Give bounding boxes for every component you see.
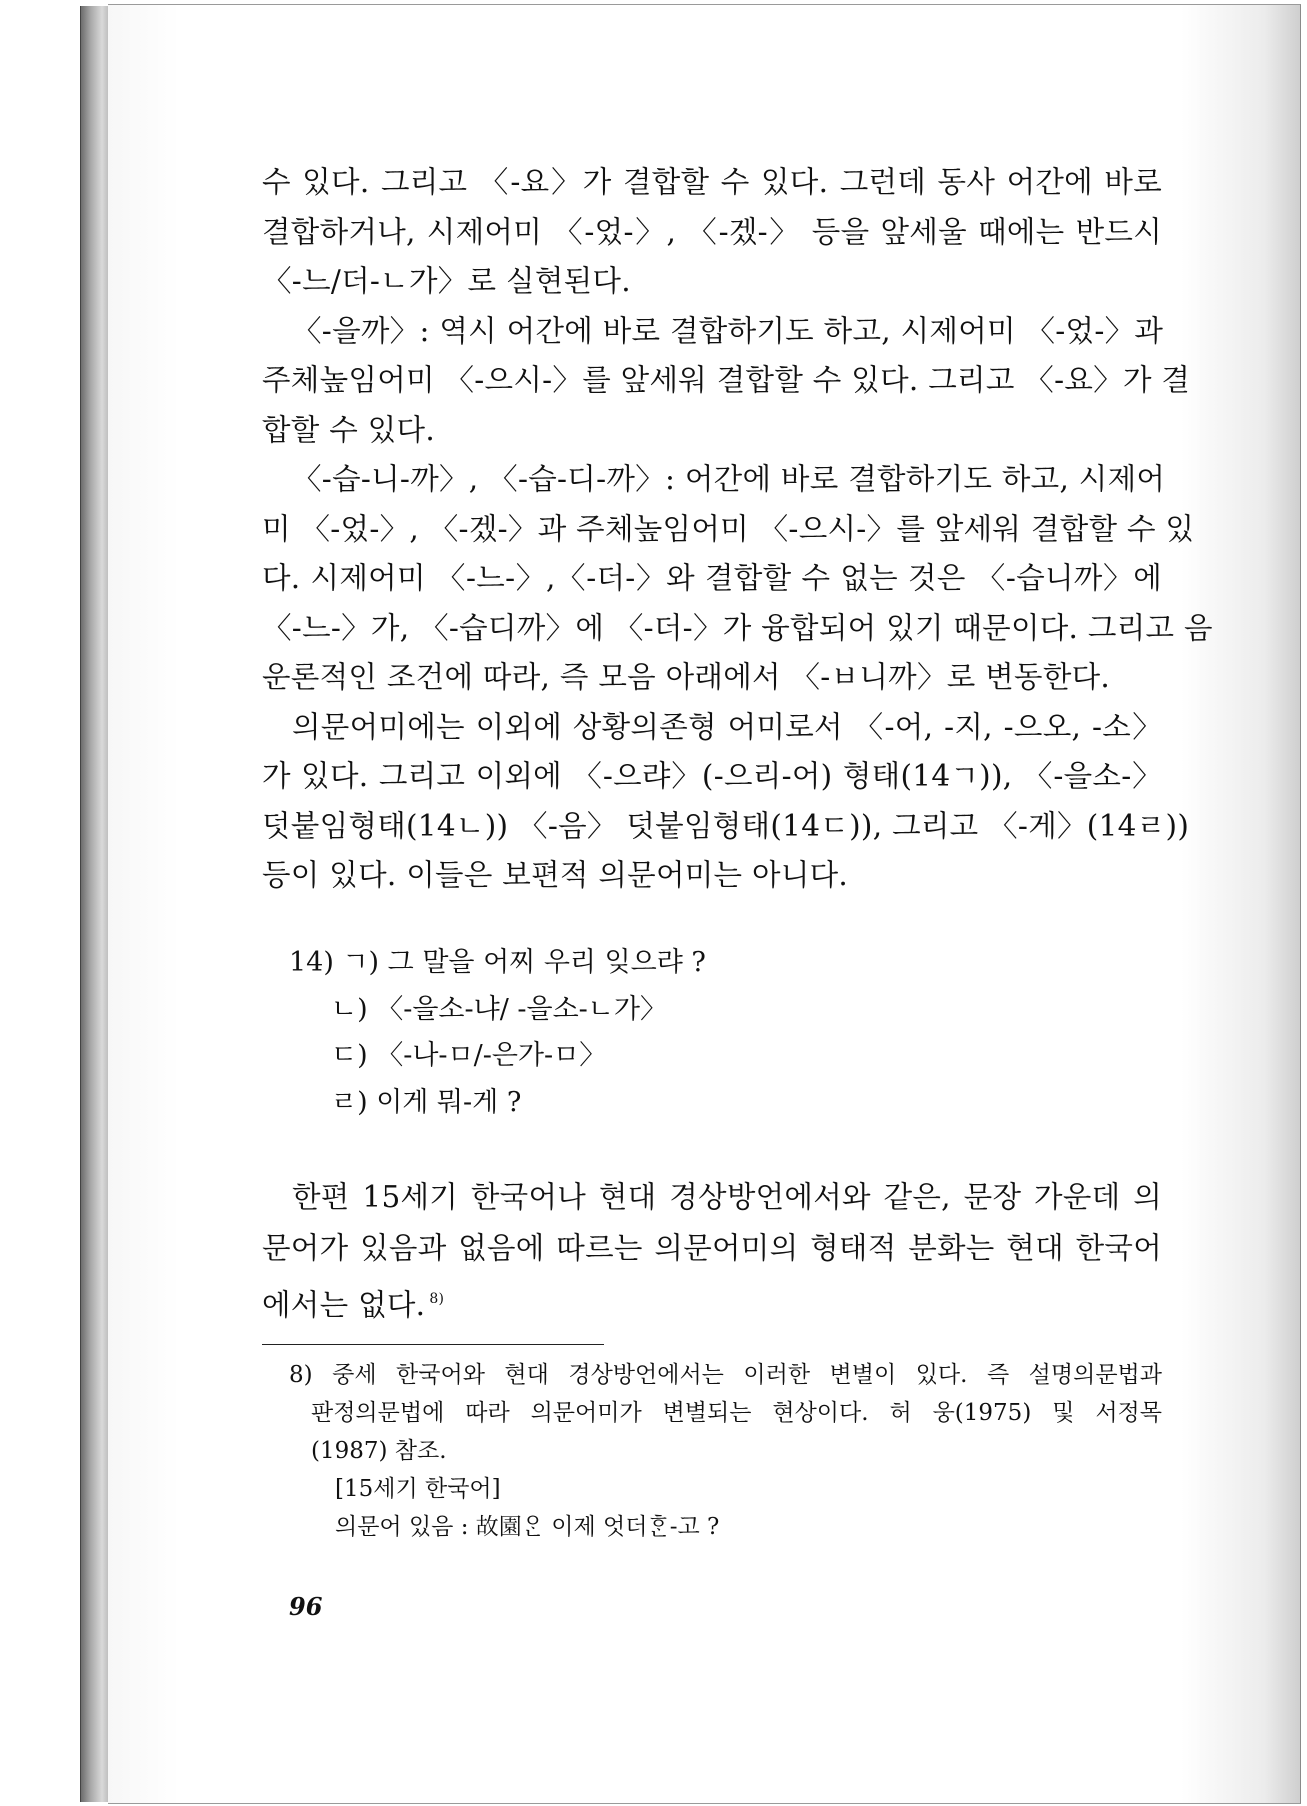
example-item: 14) ㄱ) 그 말을 어찌 우리 잊으랴 ? [289, 947, 706, 978]
body-line: 문어가 있음과 없음에 따르는 의문어미의 형태적 분화는 현대 한국어 [262, 1231, 1162, 1265]
body-line: 주체높임어미 〈-으시-〉를 앞세워 결합할 수 있다. 그리고 〈-요〉가 결 [262, 363, 1191, 397]
footnote-line: 8) 중세 한국어와 현대 경상방언에서는 이러한 변별이 있다. 즉 설명의문법과 [289, 1362, 1162, 1388]
footnote-line: 판정의문법에 따라 의문어미가 변별되는 현상이다. 허 웅(1975) 및 서정목 [311, 1400, 1162, 1426]
example-item: ㄹ) 이게 뭐-게 ? [331, 1086, 522, 1118]
example-list [289, 940, 706, 1126]
body-line: 다. 시제어미 〈-느-〉,〈-더-〉와 결합할 수 없는 것은 〈-습니까〉에 [262, 561, 1162, 595]
body-line-text: 에서는 없다. [262, 1288, 426, 1322]
body-line: 덧붙임형태(14ㄴ)) 〈-음〉 덧붙임형태(14ㄷ)), 그리고 〈-게〉(14ㄹ)) [262, 808, 1190, 843]
body-line: 의문어미에는 이외에 상황의존형 어미로서 〈-어, -지, -으오, -소〉 [292, 709, 1162, 744]
body-line [262, 1274, 1162, 1325]
body-line: 〈-습-니-까〉, 〈-습-디-까〉: 어간에 바로 결합하기도 하고, 시제어 [292, 462, 1166, 496]
example-item: ㄷ) 〈-나-ㅁ/-은가-ㅁ〉 [331, 1040, 607, 1071]
body-line: 한편 15세기 한국어나 현대 경상방언에서와 같은, 문장 가운데 의 [292, 1180, 1162, 1214]
body-line: 수 있다. 그리고 〈-요〉가 결합할 수 있다. 그런데 동사 어간에 바로 [262, 165, 1162, 199]
footnote-line: [15세기 한국어] [335, 1476, 501, 1502]
body-line: 〈-느/더-ㄴ가〉로 실현된다. [262, 264, 631, 298]
body-text [262, 158, 1213, 901]
closing-paragraph [262, 1172, 1162, 1325]
book-spine [80, 6, 109, 1802]
body-line: 미 〈-었-〉, 〈-겠-〉과 주체높임어미 〈-으시-〉를 앞세워 결합할 수 있 [262, 511, 1195, 546]
footnote-line: (1987) 참조. [311, 1438, 447, 1464]
example-item: ㄴ) 〈-을소-냐/ -을소-ㄴ가〉 [331, 993, 667, 1025]
body-line: 〈-느-〉가, 〈-습디까〉에 〈-더-〉가 융합되어 있기 때문이다. 그리고 음 [262, 610, 1213, 645]
footnote [289, 1356, 1162, 1546]
footnote-divider [262, 1344, 604, 1345]
body-line: 〈-을까〉: 역시 어간에 바로 결합하기도 하고, 시제어미 〈-었-〉과 [292, 313, 1164, 348]
body-line: 합할 수 있다. [262, 412, 436, 447]
footnote-reference: 8) [429, 1291, 445, 1307]
body-line: 결합하거나, 시제어미 〈-었-〉, 〈-겠-〉 등을 앞세울 때에는 반드시 [262, 214, 1162, 249]
body-line: 가 있다. 그리고 이외에 〈-으랴〉(-으리-어) 형태(14ㄱ)), 〈-을소-〉 [262, 759, 1162, 793]
body-line: 등이 있다. 이들은 보편적 의문어미는 아니다. [262, 858, 849, 892]
page-number: 96 [289, 1592, 323, 1621]
footnote-line: 의문어 있음 : 故園ᄋᆞᆫ 이제 엇더ᄒᆞᆫ-고 ? [335, 1514, 720, 1540]
body-line: 운론적인 조건에 따라, 즉 모음 아래에서 〈-ㅂ니까〉로 변동한다. [262, 660, 1111, 694]
